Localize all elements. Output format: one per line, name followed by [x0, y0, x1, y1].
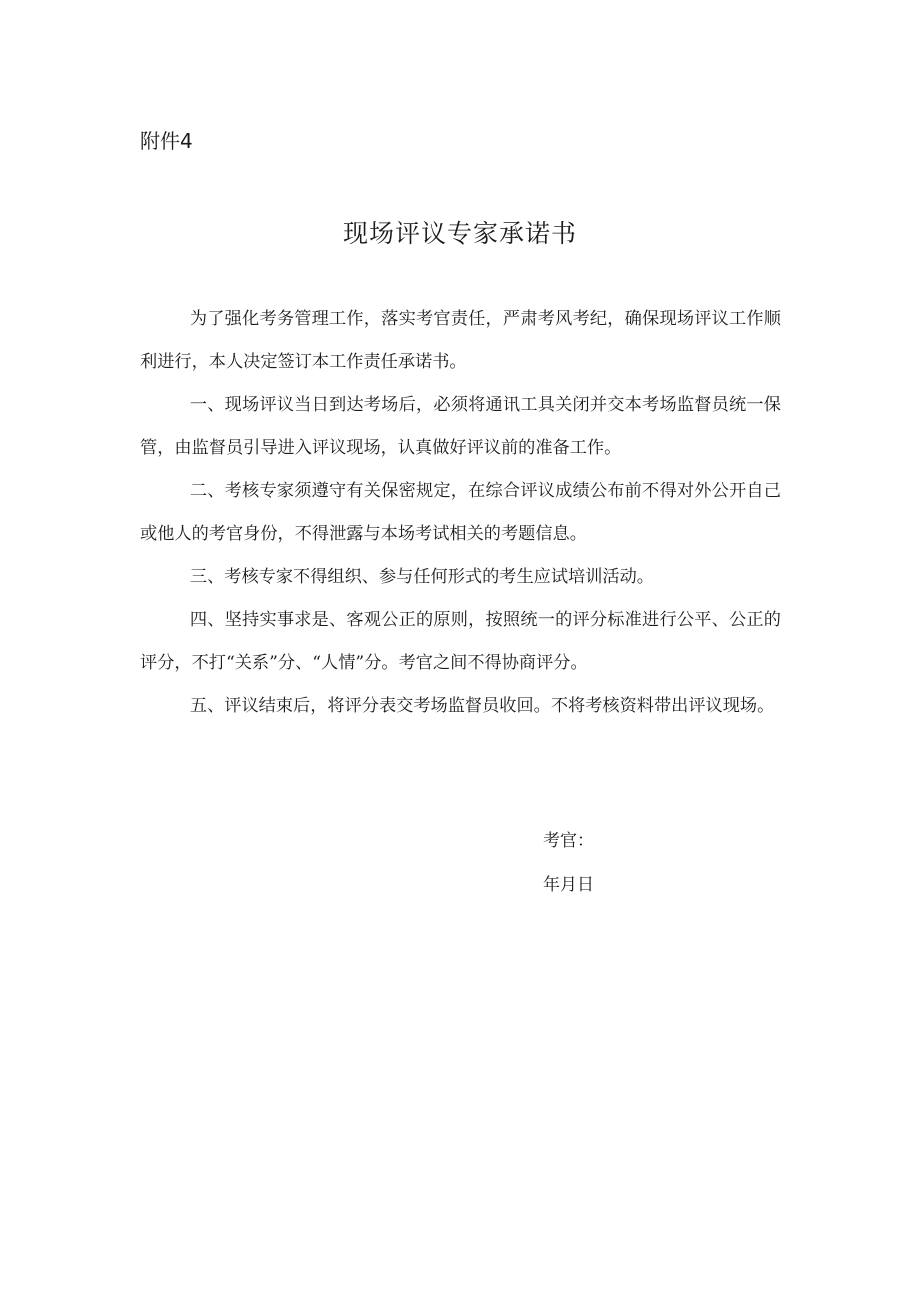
clause-paragraph-1: 一、现场评议当日到达考场后，必须将通讯工具关闭并交本考场监督员统一保管，由监督员引导进入评议现场，认真做好评议前的准备工作。 [140, 395, 781, 458]
document-body [140, 298, 781, 728]
document-title: 现场评议专家承诺书 [342, 219, 577, 248]
clause-paragraph-5: 五、评议结束后，将评分表交考场监督员收回。不将考核资料带出评议现场。 [189, 696, 775, 716]
intro-paragraph: 为了强化考务管理工作，落实考官责任，严肃考风考纪，确保现场评议工作顺利进行，本人决定签订本工作责任承诺书。 [140, 309, 781, 372]
date-label: 年月日 [543, 875, 594, 895]
clause-paragraph-3: 三、考核专家不得组织、参与任何形式的考生应试培训活动。 [189, 567, 654, 587]
clause-paragraph-4: 四、坚持实事求是、客观公正的原则，按照统一的评分标准进行公平、公正的评分，不打“关系”分、“人情”分。考官之间不得协商评分。 [140, 610, 781, 673]
clause-paragraph-2: 二、考核专家须遵守有关保密规定，在综合评议成绩公布前不得对外公开自己或他人的考官身份，不得泄露与本场考试相关的考题信息。 [140, 481, 781, 544]
signature-block [543, 826, 594, 900]
examiner-signature-label: 考官： [543, 831, 594, 851]
attachment-label: 附件4 [140, 129, 193, 153]
